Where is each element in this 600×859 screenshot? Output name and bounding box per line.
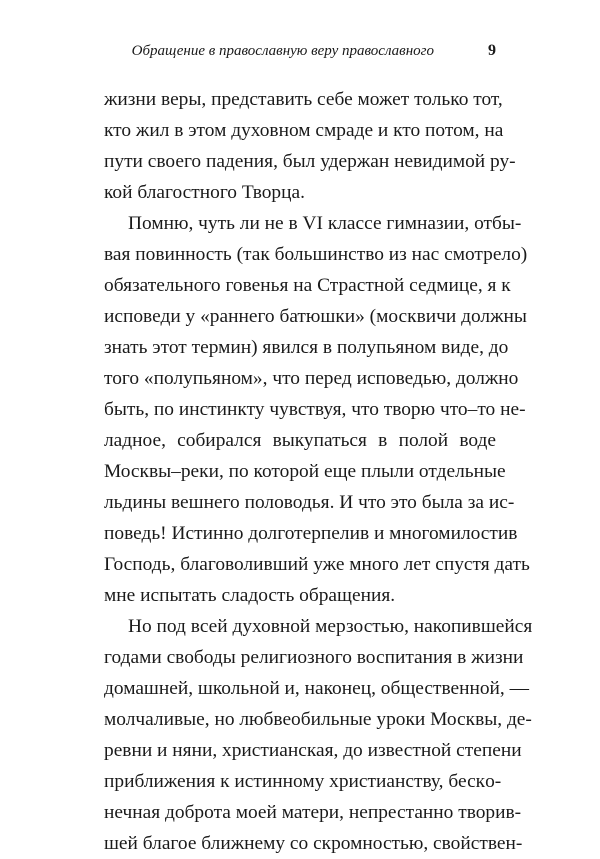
text-line: вая повинность (так большинство из нас смотрело) <box>104 244 528 265</box>
body-text <box>104 84 533 859</box>
text-line: ладное, собирался выкупаться в полой воде <box>104 430 496 451</box>
paragraph-first-line: Но под всей духовной мерзостью, накопившейся <box>128 616 533 637</box>
text-line: Господь, благоволивший уже много лет спустя дать <box>104 554 530 575</box>
text-line: пути своего падения, был удержан невидимой ру- <box>104 151 516 172</box>
text-line: кой благостного Творца. <box>104 182 305 203</box>
running-title: Обращение в православную веру православного <box>131 43 434 59</box>
text-line: быть, по инстинкту чувствуя, что творю что–то не- <box>104 399 526 420</box>
text-line: молчаливые, но любвеобильные уроки Москвы, де- <box>104 709 532 730</box>
text-line: того «полупьяном», что перед исповедью, должно <box>104 368 519 389</box>
running-head <box>104 40 496 62</box>
text-line: ревни и няни, христианская, до известной степени <box>104 740 522 761</box>
text-line: знать этот термин) явился в полупьяном виде, до <box>104 337 509 358</box>
text-line: годами свободы религиозного воспитания в жизни <box>104 647 524 668</box>
text-line: кто жил в этом духовном смраде и кто потом, на <box>104 120 504 141</box>
text-line: домашней, школьной и, наконец, общественной, — <box>104 678 530 699</box>
text-line: жизни веры, представить себе может только тот, <box>104 89 503 110</box>
text-line: льдины вешнего половодья. И что это была за ис- <box>104 492 515 513</box>
text-line: мне испытать сладость обращения. <box>104 585 396 606</box>
paragraph-first-line: Помню, чуть ли не в VI классе гимназии, отбы- <box>128 213 522 234</box>
page-number: 9 <box>488 42 496 59</box>
text-line: Москвы–реки, по которой еще плыли отдельные <box>104 461 506 482</box>
text-line: приближения к истинному христианству, бескo- <box>104 771 502 792</box>
text-line: нечная доброта моей матери, непрестанно творив- <box>104 802 522 823</box>
text-line: поведь! Истинно долготерпелив и многомилостив <box>104 523 518 544</box>
text-line: исповеди у «раннего батюшки» (москвичи должны <box>104 306 527 327</box>
text-line: обязательного говенья на Страстной седмице, я к <box>104 275 511 296</box>
text-line: шей благое ближнему со скромностью, свойствен- <box>104 833 523 854</box>
